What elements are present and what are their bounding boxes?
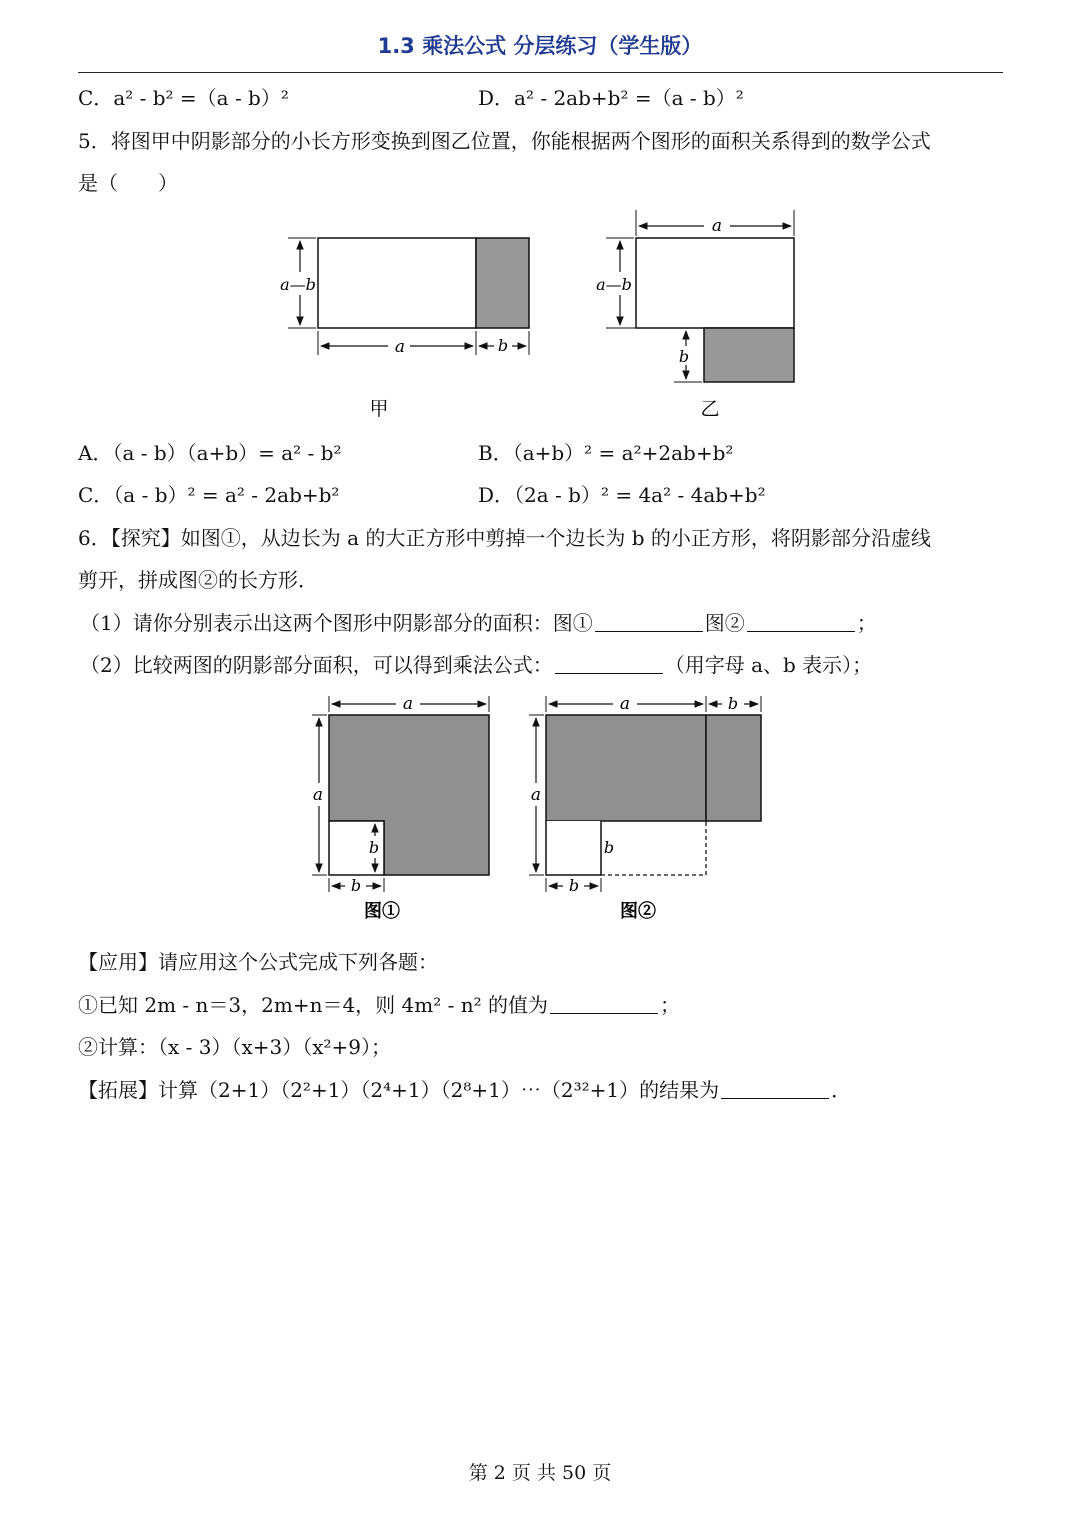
jia-white-rect: [318, 238, 476, 328]
q6-sub2-prefix: （2）比较两图的阴影部分面积，可以得到乘法公式：: [80, 653, 553, 677]
q6-stem-line1: 6．【探究】如图①，从边长为 a 的大正方形中剪掉一个边长为 b 的小正方形，将阴影部分沿虚线: [78, 526, 931, 550]
jia-label-a-minus-b: a—b: [280, 275, 316, 294]
q6-sub1-blank2[interactable]: [747, 613, 855, 632]
q5-option-b-label: B．: [478, 441, 513, 465]
q5-option-d: [478, 481, 766, 509]
q6-sub2: [80, 651, 872, 679]
fig2-removed-square: [546, 821, 601, 875]
q5-option-c-label: C．: [78, 483, 114, 507]
fig2-label-b-bottom: b: [568, 876, 580, 895]
q6-extend: [78, 1076, 851, 1104]
q4-option-d-label: D．: [478, 86, 515, 110]
q6-sub1-suffix: ；: [856, 611, 877, 635]
fig2-caption: 图②: [620, 901, 656, 922]
q6-sub2-blank[interactable]: [555, 655, 663, 674]
fig1-label-b-bottom: b: [350, 876, 362, 895]
q5-option-a-text: （a - b）（a+b）= a² - b²: [112, 441, 342, 465]
q4-option-c-label: C．: [78, 86, 114, 110]
fig1-caption: 图①: [364, 901, 400, 922]
figure-1: [300, 690, 500, 925]
q6-extend-suffix: ．: [831, 1078, 852, 1102]
q6-apply-title: 【应用】请应用这个公式完成下列各题：: [78, 950, 438, 974]
q6-apply-2: ②计算：（x - 3）（x+3）（x²+9）；: [78, 1035, 392, 1059]
yi-label-b: b: [678, 347, 690, 366]
q6-sub1-blank1[interactable]: [595, 613, 703, 632]
q6-apply-1-blank[interactable]: [550, 995, 658, 1014]
q4-option-c-text: a² - b² =（a - b）²: [113, 86, 289, 110]
jia-label-b: b: [497, 336, 509, 355]
fig2-dashed-outline: [601, 821, 706, 875]
q6-extend-blank[interactable]: [721, 1080, 829, 1099]
figure-yi: [590, 205, 815, 425]
header-rule: [78, 72, 1003, 73]
q6-sub1-prefix: （1）请你分别表示出这两个图形中阴影部分的面积：图①: [80, 611, 593, 635]
q4-option-d: [478, 84, 744, 112]
yi-label-a: a: [711, 216, 723, 236]
q5-option-d-text: （2a - b）² = 4a² - 4ab+b²: [514, 483, 766, 507]
jia-label-a: a: [394, 337, 406, 357]
q6-extend-prefix: 【拓展】计算（2+1）（2²+1）（2⁴+1）（2⁸+1）⋯（2³²+1）的结果为: [78, 1078, 720, 1102]
fig1-label-a-top: a: [402, 694, 414, 714]
fig1-label-a-left: a: [312, 785, 324, 805]
q5-option-a-label: A．: [78, 441, 113, 465]
page-header-title: 1.3 乘法公式 分层练习（学生版）: [377, 34, 703, 58]
yi-shaded-rect: [704, 328, 794, 382]
q5-option-b: [478, 439, 733, 467]
figure-jia: [270, 225, 540, 425]
q6-apply-1: [78, 991, 680, 1019]
figure-2: [518, 690, 773, 925]
fig1-label-b-inner: b: [368, 838, 380, 857]
yi-label-a-minus-b: a—b: [596, 275, 632, 294]
fig2-shaded-left: [546, 715, 706, 821]
q6-sub1-mid: 图②: [704, 611, 745, 635]
yi-caption: 乙: [700, 398, 720, 420]
q4-option-d-text: a² - 2ab+b² =（a - b）²: [514, 86, 744, 110]
jia-shaded-rect: [476, 238, 529, 328]
q6-stem-line2: 剪开，拼成图②的长方形．: [78, 568, 318, 592]
q4-option-c: [78, 84, 289, 112]
q5-stem-line2: 是（ ）: [78, 171, 178, 195]
q5-option-a: [78, 439, 342, 467]
jia-caption: 甲: [369, 398, 389, 420]
fig2-label-b-top: b: [727, 694, 739, 713]
page-footer: 第 2 页 共 50 页: [468, 1462, 612, 1484]
q5-option-c: [78, 481, 339, 509]
q6-sub2-suffix: （用字母 a、b 表示）；: [664, 653, 873, 677]
q5-option-d-label: D．: [478, 483, 515, 507]
q5-option-b-text: （a+b）² = a²+2ab+b²: [512, 441, 734, 465]
fig2-label-a-top: a: [619, 694, 631, 714]
yi-white-rect: [636, 238, 794, 328]
fig2-shaded-right: [706, 715, 761, 821]
fig2-label-b-inner: b: [603, 838, 615, 857]
q6-apply-1-prefix: ①已知 2m - n＝3，2m+n＝4，则 4m² - n² 的值为: [78, 993, 548, 1017]
q6-sub1: [80, 609, 877, 637]
q5-stem-line1: 5．将图甲中阴影部分的小长方形变换到图乙位置，你能根据两个图形的面积关系得到的数学公式: [78, 129, 931, 153]
q6-apply-1-suffix: ；: [659, 993, 680, 1017]
fig2-label-a-left: a: [530, 785, 542, 805]
q5-option-c-text: （a - b）² = a² - 2ab+b²: [113, 483, 340, 507]
